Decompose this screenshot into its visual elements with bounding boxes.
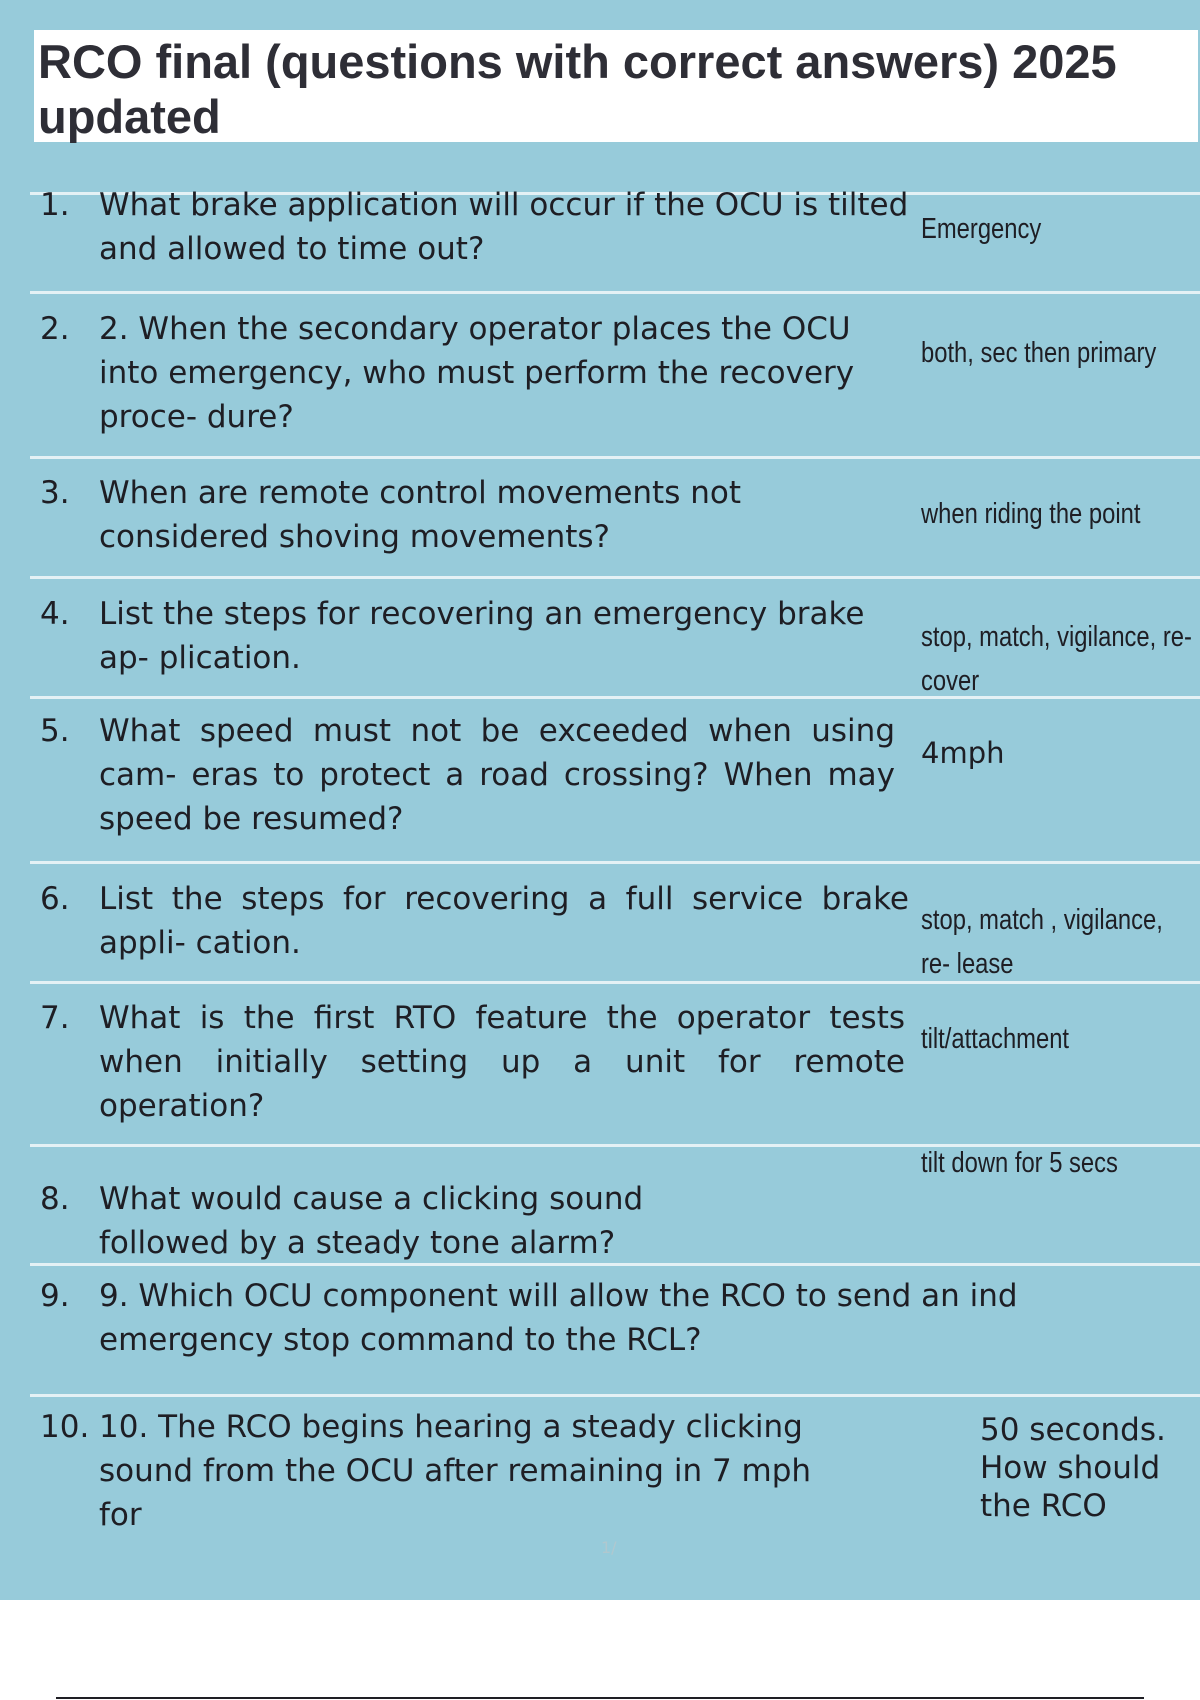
question-number: 2. (40, 311, 70, 347)
question-text: List the steps for recovering an emergency brake ap- plication. (99, 596, 865, 676)
question-text: 10. The RCO begins hearing a steady clicking sound from the OCU after remaining in 7 mph for (99, 1409, 812, 1533)
question-row-7 (30, 981, 1200, 1147)
answer-text (921, 898, 1163, 986)
question-text: When are remote control movements not considered shoving movements? (99, 475, 741, 555)
page-number: 1/ (601, 1538, 617, 1557)
question-number: 8. (40, 1181, 70, 1217)
question-text: What would cause a clicking sound followed by a steady tone alarm? (99, 1181, 644, 1261)
answer-text: 4mph (921, 736, 1005, 770)
answer-text: Emergency (921, 213, 1042, 245)
answer-text: tilt down for 5 secs (921, 1147, 1118, 1179)
question-row-4 (30, 576, 1200, 698)
question-row-6 (30, 861, 1200, 983)
answer-line: cover (921, 665, 980, 697)
footer-divider (56, 1697, 1144, 1699)
question-number: 7. (40, 1000, 70, 1036)
question-number: 9. (40, 1278, 70, 1314)
answer-text: tilt/attachment (921, 1023, 1070, 1055)
question-text: List the steps for recovering a full service brake appli- cation. (99, 881, 909, 961)
question-text: What speed must not be exceeded when using cam- eras to protect a road crossing? When may speed be resumed? (99, 713, 895, 837)
question-text: 9. Which OCU component will allow the RCO to send an ind emergency stop command to the RCL? (99, 1278, 1018, 1358)
question-number: 1. (40, 187, 70, 223)
question-text: 2. When the secondary operator places the OCU into emergency, who must perform the recovery proce- dure? (99, 311, 855, 435)
question-number: 3. (40, 475, 70, 511)
question-number: 5. (40, 713, 70, 749)
answer-line: stop, match, vigilance, re- (921, 621, 1192, 653)
answer-text: when riding the point (921, 498, 1141, 530)
question-row-8 (30, 1144, 1200, 1266)
question-number: 6. (40, 881, 70, 917)
answer-line: stop, match , vigilance, (921, 904, 1163, 936)
answer-text: 50 seconds. How should the RCO (980, 1412, 1166, 1524)
question-number: 4. (40, 596, 70, 632)
question-text: What brake application will occur if the OCU is tilted and allowed to time out? (99, 187, 909, 267)
question-text: What is the first RTO feature the operator tests when initially setting up a unit for remote operation? (99, 1000, 905, 1124)
question-number: 10. (40, 1409, 90, 1445)
question-row-10 (30, 1394, 1200, 1534)
page-title: RCO final (questions with correct answers) 2025 updated (38, 35, 1117, 143)
question-row-5 (30, 696, 1200, 864)
question-row-9 (30, 1263, 1200, 1397)
answer-text (921, 615, 1192, 703)
question-row-1 (30, 187, 1200, 292)
answer-line: re- lease (921, 948, 1014, 980)
question-row-3 (30, 456, 1200, 578)
answer-text: both, sec then primary (921, 337, 1157, 369)
question-row-2 (30, 291, 1200, 459)
